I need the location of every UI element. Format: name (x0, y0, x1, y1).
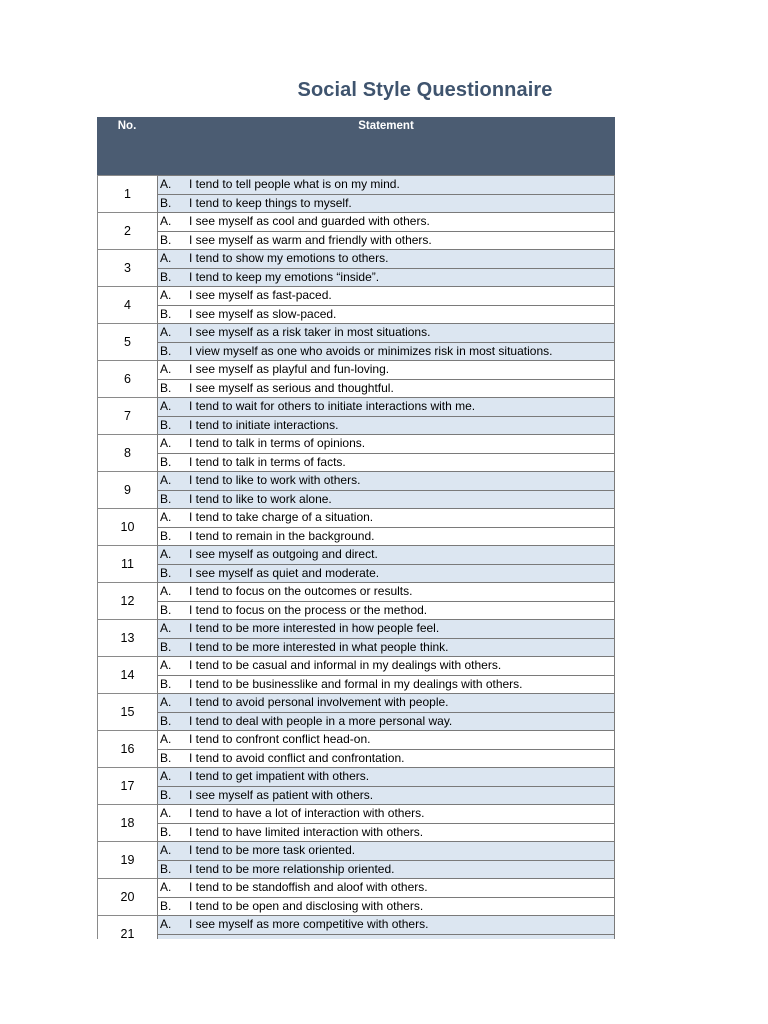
option-letter: B. (160, 676, 172, 691)
option-a (157, 545, 615, 564)
option-b (157, 453, 615, 472)
option-text: I tend to deal with people in a more personal way. (189, 713, 453, 728)
option-letter: A. (160, 880, 172, 894)
option-text: I see myself as cool and guarded with others. (189, 214, 430, 228)
option-b (157, 638, 615, 657)
question-number: 18 (97, 804, 158, 841)
question-row (97, 582, 615, 619)
option-letter: A. (160, 843, 172, 857)
option-a (157, 434, 615, 453)
option-letter: A. (160, 769, 172, 783)
question-number: 2 (97, 212, 158, 249)
question-row (97, 508, 615, 545)
option-letter: B. (160, 306, 172, 321)
question-number: 16 (97, 730, 158, 767)
option-text: I tend to remain in the background. (189, 528, 375, 543)
question-number: 1 (97, 175, 158, 212)
question-number: 14 (97, 656, 158, 693)
question-row (97, 212, 615, 249)
option-text: I see myself as slow-paced. (189, 306, 337, 321)
question-number: 8 (97, 434, 158, 471)
option-text: I tend to be more interested in how people feel. (189, 621, 440, 635)
option-letter: A. (160, 510, 172, 524)
table-header (97, 117, 615, 175)
question-row (97, 878, 615, 915)
option-text: I tend to show my emotions to others. (189, 251, 389, 265)
header-no: No. (117, 120, 137, 132)
option-text: I tend to be more interested in what people think. (189, 639, 449, 654)
option-text: I tend to take charge of a situation. (189, 510, 374, 524)
option-letter: B. (160, 232, 172, 247)
option-text: I tend to keep my emotions “inside”. (189, 269, 380, 284)
option-text: I see myself as warm and friendly with others. (189, 232, 432, 247)
option-text: I see myself as playful and fun-loving. (189, 362, 390, 376)
option-letter: A. (160, 547, 172, 561)
option-letter: B. (160, 195, 172, 210)
question-list (97, 175, 615, 939)
option-letter: A. (160, 473, 172, 487)
question-number: 17 (97, 767, 158, 804)
option-letter: A. (160, 251, 172, 265)
question-row (97, 767, 615, 804)
option-b (157, 823, 615, 842)
option-a (157, 619, 615, 638)
option-b (157, 675, 615, 694)
question-number: 4 (97, 286, 158, 323)
option-letter: B. (160, 269, 172, 284)
option-letter: A. (160, 695, 172, 709)
option-a (157, 249, 615, 268)
option-text: I tend to have limited interaction with others. (189, 824, 424, 839)
question-number: 19 (97, 841, 158, 878)
option-a (157, 360, 615, 379)
question-row (97, 397, 615, 434)
question-number: 13 (97, 619, 158, 656)
option-letter: A. (160, 362, 172, 376)
option-text: I tend to be businesslike and formal in my dealings with others. (189, 676, 523, 691)
option-b (157, 860, 615, 879)
option-letter: B. (160, 602, 172, 617)
option-a (157, 471, 615, 490)
option-text: I tend to be open and disclosing with others. (189, 898, 424, 913)
option-b (157, 934, 615, 940)
option-a (157, 508, 615, 527)
question-number: 3 (97, 249, 158, 286)
question-number: 9 (97, 471, 158, 508)
option-text: I tend to avoid conflict and confrontation. (189, 750, 405, 765)
option-letter: B. (160, 898, 172, 913)
option-text: I tend to be casual and informal in my dealings with others. (189, 658, 502, 672)
question-number: 11 (97, 545, 158, 582)
header-statement: Statement (358, 120, 414, 132)
question-row (97, 730, 615, 767)
option-letter: B. (160, 824, 172, 839)
option-a (157, 656, 615, 675)
option-text: I view myself as one who avoids or minimizes risk in most situations. (189, 343, 553, 358)
option-b (157, 416, 615, 435)
option-a (157, 915, 615, 934)
option-letter: B. (160, 861, 172, 876)
option-a (157, 212, 615, 231)
option-text: I tend to focus on the process or the method. (189, 602, 428, 617)
question-row (97, 804, 615, 841)
option-text: I see myself as quiet and moderate. (189, 565, 380, 580)
option-text: I tend to confront conflict head-on. (189, 732, 371, 746)
question-number: 5 (97, 323, 158, 360)
option-a (157, 693, 615, 712)
option-text: I tend to keep things to myself. (189, 195, 352, 210)
option-letter: B. (160, 528, 172, 543)
option-b (157, 268, 615, 287)
option-letter: A. (160, 621, 172, 635)
option-text: I see myself as patient with others. (189, 787, 374, 802)
option-b (157, 564, 615, 583)
option-b (157, 786, 615, 805)
option-text: I see myself as serious and thoughtful. (189, 380, 394, 395)
option-text: I see myself as a risk taker in most situations. (189, 325, 431, 339)
question-row (97, 656, 615, 693)
question-number: 12 (97, 582, 158, 619)
question-row (97, 915, 615, 939)
option-text: I tend to talk in terms of facts. (189, 454, 346, 469)
option-letter: B. (160, 639, 172, 654)
option-a (157, 323, 615, 342)
option-text: I tend to avoid personal involvement with people. (189, 695, 449, 709)
option-letter: B. (160, 343, 172, 358)
option-letter: B. (160, 565, 172, 580)
question-row (97, 841, 615, 878)
option-text: I tend to focus on the outcomes or results. (189, 584, 413, 598)
option-a (157, 767, 615, 786)
option-letter: B. (160, 787, 172, 802)
option-letter: B. (160, 454, 172, 469)
option-text: I see myself as outgoing and direct. (189, 547, 378, 561)
option-letter: B. (160, 713, 172, 728)
option-b (157, 897, 615, 916)
option-a (157, 730, 615, 749)
option-a (157, 582, 615, 601)
option-letter: B. (160, 750, 172, 765)
option-letter: A. (160, 325, 172, 339)
question-number: 21 (97, 915, 158, 939)
option-letter: A. (160, 806, 172, 820)
option-letter: A. (160, 732, 172, 746)
option-a (157, 175, 615, 194)
questionnaire-table (97, 117, 615, 939)
option-b (157, 749, 615, 768)
option-text: I tend to be standoffish and aloof with others. (189, 880, 428, 894)
option-text: I tend to like to work alone. (189, 491, 332, 506)
option-text: I see myself as fast-paced. (189, 288, 332, 302)
option-b (157, 490, 615, 509)
option-a (157, 397, 615, 416)
page-title: Social Style Questionnaire (297, 79, 553, 101)
question-row (97, 249, 615, 286)
option-letter: A. (160, 584, 172, 598)
question-row (97, 619, 615, 656)
option-letter: A. (160, 436, 172, 450)
option-text: I tend to talk in terms of opinions. (189, 436, 366, 450)
option-text: I tend to wait for others to initiate interactions with me. (189, 399, 476, 413)
question-number: 6 (97, 360, 158, 397)
option-text: I tend to initiate interactions. (189, 417, 339, 432)
question-row (97, 323, 615, 360)
option-letter: A. (160, 214, 172, 228)
option-text: I tend to get impatient with others. (189, 769, 370, 783)
question-number: 10 (97, 508, 158, 545)
option-letter: A. (160, 288, 172, 302)
option-text: I tend to be more task oriented. (189, 843, 356, 857)
option-b (157, 231, 615, 250)
option-b (157, 601, 615, 620)
option-letter: B. (160, 491, 172, 506)
question-row (97, 693, 615, 730)
option-letter: A. (160, 917, 172, 931)
option-text: I tend to be more relationship oriented. (189, 861, 395, 876)
question-number: 7 (97, 397, 158, 434)
option-b (157, 194, 615, 213)
option-letter: A. (160, 658, 172, 672)
option-b (157, 305, 615, 324)
option-text: I tend to like to work with others. (189, 473, 361, 487)
option-letter: B. (160, 417, 172, 432)
option-b (157, 379, 615, 398)
option-a (157, 878, 615, 897)
question-row (97, 545, 615, 582)
option-b (157, 342, 615, 361)
option-a (157, 286, 615, 305)
question-number: 15 (97, 693, 158, 730)
question-row (97, 471, 615, 508)
question-row (97, 360, 615, 397)
option-letter: A. (160, 399, 172, 413)
option-b (157, 712, 615, 731)
question-number: 20 (97, 878, 158, 915)
option-letter: A. (160, 177, 172, 191)
option-a (157, 804, 615, 823)
question-row (97, 434, 615, 471)
option-text: I see myself as more competitive with others. (189, 917, 429, 931)
option-b (157, 527, 615, 546)
question-row (97, 175, 615, 212)
question-row (97, 286, 615, 323)
option-a (157, 841, 615, 860)
option-letter: B. (160, 380, 172, 395)
option-text: I tend to tell people what is on my mind. (189, 177, 400, 191)
option-text: I tend to have a lot of interaction with others. (189, 806, 425, 820)
